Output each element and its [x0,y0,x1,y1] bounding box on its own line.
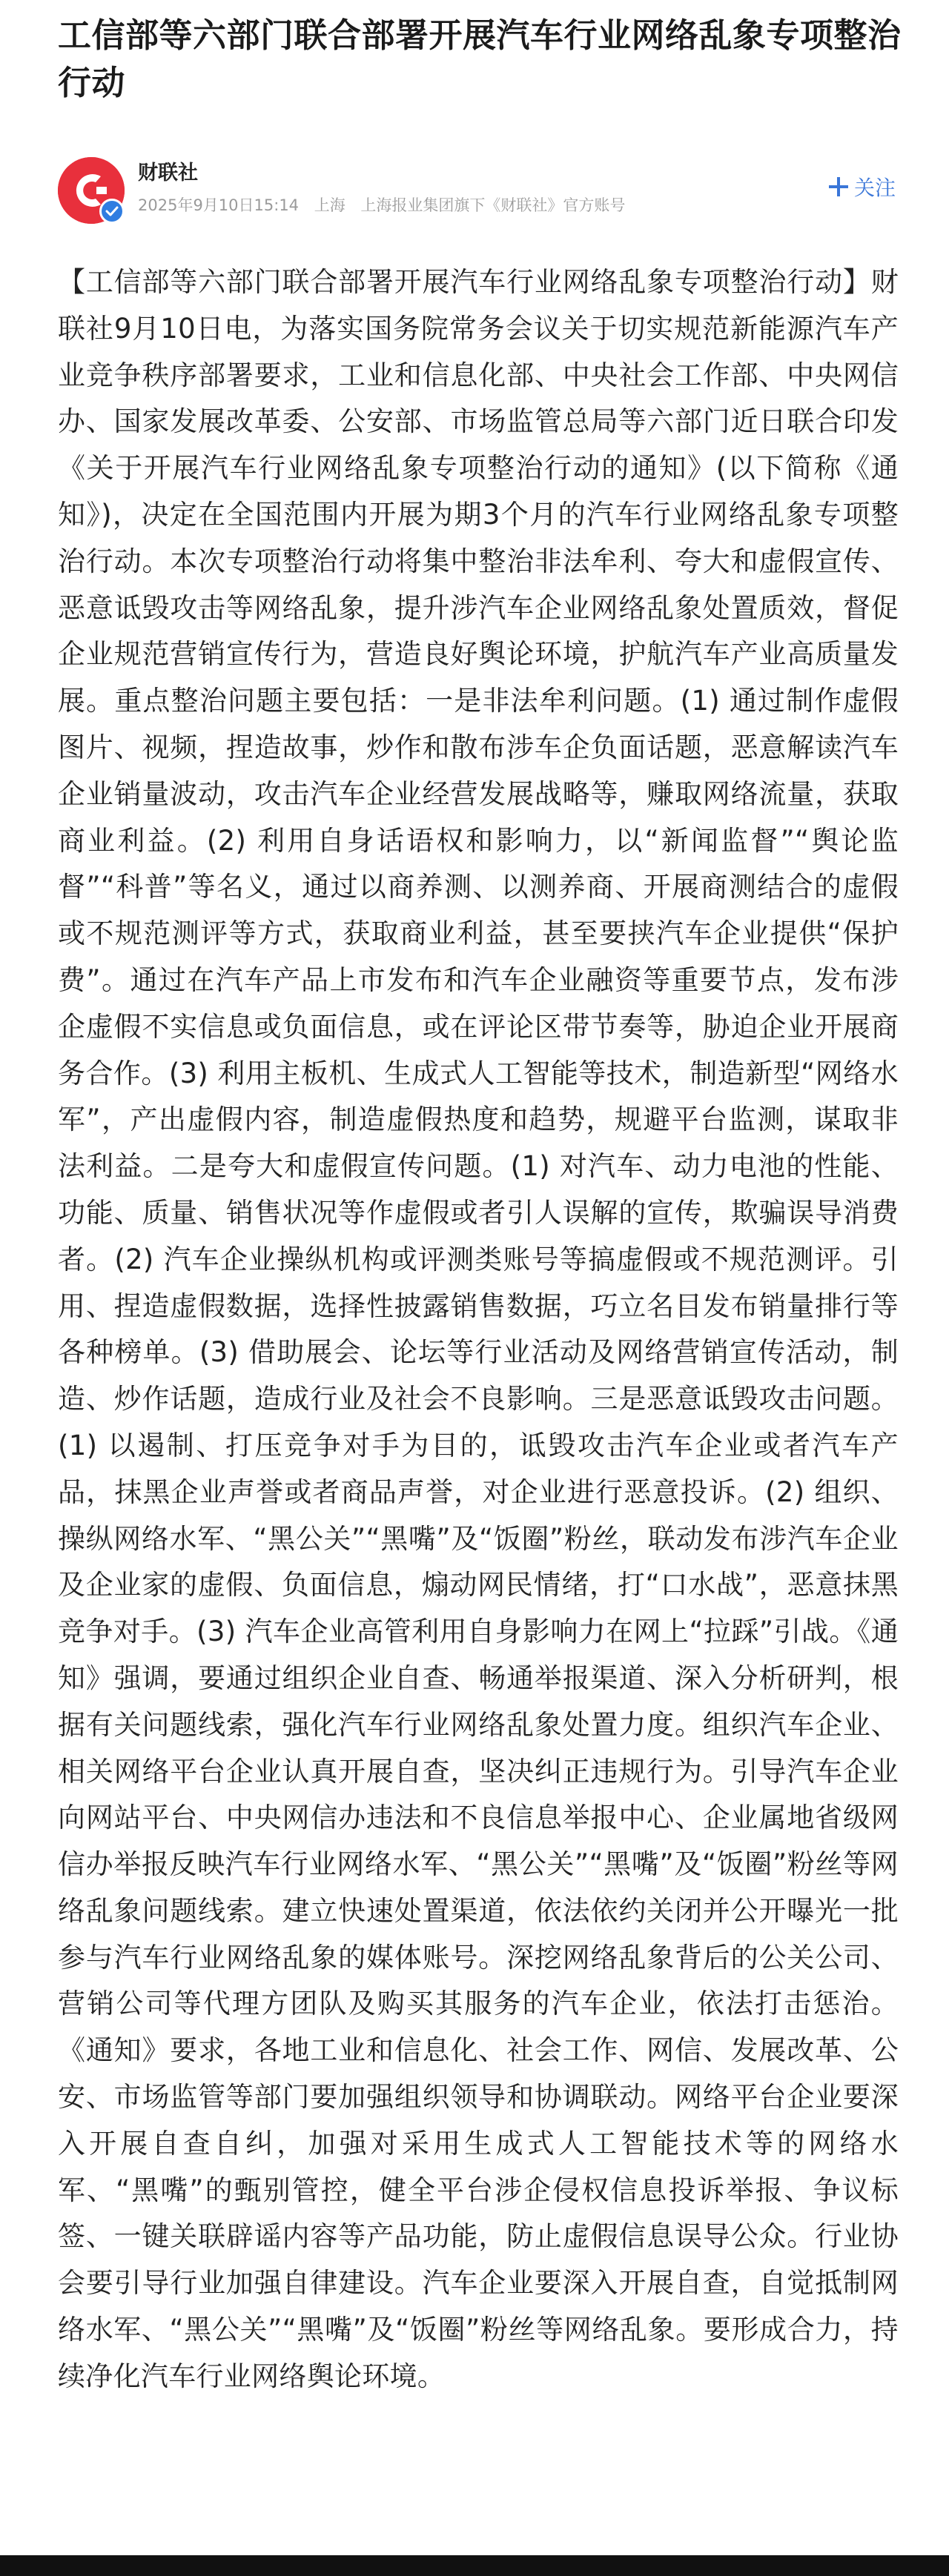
author-source: 上海报业集团旗下《财联社》官方账号 [360,196,626,214]
verified-check-icon [99,199,125,224]
article-body: 【工信部等六部门联合部署开展汽车行业网络乱象专项整治行动】财联社9月10日电，为落实国务院常务会议关于切实规范新能源汽车产业竞争秩序部署要求，工业和信息化部、中央社会工作部、中央网信办、国家发展改革委、公安部、市场监管总局等六部门近日联合印发《关于开展汽车行业网络乱象专项整治行动的通知》(以下简称《通知》)，决定在全国范围内开展为期3个月的汽车行业网络乱象专项整治行动。本次专项整治行动将集中整治非法牟利、夸大和虚假宣传、恶意诋毁攻击等网络乱象，提升涉汽车企业网络乱象处置质效，督促企业规范营销宣传行为，营造良好舆论环境，护航汽车产业高质量发展。重点整治问题主要包括：一是非法牟利问题。(1) 通过制作虚假图片、视频，捏造故事，炒作和散布涉车企负面话题，恶意解读汽车企业销量波动，攻击汽车企业经营发展战略等，赚取网络流量，获取商业利益。(2) 利用自身话语权和影响力，以“新闻监督”“舆论监督”“科普”等名义，通过以商养测、以测养商、开展商测结合的虚假或不规范测评等方式，获取商业利益，甚至要挟汽车企业提供“保护费”。通过在汽车产品上市发布和汽车企业融资等重要节点，发布涉企虚假不实信息或负面信息，或在评论区带节奏等，胁迫企业开展商务合作。(3) 利用主板机、生成式人工智能等技术，制造新型“网络水军”，产出虚假内容，制造虚假热度和趋势，规避平台监测，谋取非法利益。二是夸大和虚假宣传问题。(1) 对汽车、动力电池的性能、功能、质量、销售状况等作虚假或者引人误解的宣传，欺骗误导消费者。(2) 汽车企业操纵机构或评测类账号等搞虚假或不规范测评。引用、捏造虚假数据，选择性披露销售数据，巧立名目发布销量排行等各种榜单。(3) 借助展会、论坛等行业活动及网络营销宣传活动，制造、炒作话题，造成行业及社会不良影响。三是恶意诋毁攻击问题。(1) 以遏制、打压竞争对手为目的，诋毁攻击汽车企业或者汽车产品，抹黑企业声誉或者商品声誉，对企业进行恶意投诉。(2) 组织、操纵网络水军、“黑公关”“黑嘴”及“饭圈”粉丝，联动发布涉汽车企业及企业家的虚假、负面信息，煽动网民情绪，打“口水战”，恶意抹黑竞争对手。(3) 汽车企业高管利用自身影响力在网上“拉踩”引战。《通知》强调，要通过组织企业自查、畅通举报渠道、深入分析研判，根据有关问题线索，强化汽车行业网络乱象处置力度。组织汽车企业、相关网络平台企业认真开展自查，坚决纠正违规行为。引导汽车企业向网站平台、中央网信办违法和不良信息举报中心、企业属地省级网信办举报反映汽车行业网络水军、“黑公关”“黑嘴”及“饭圈”粉丝等网络乱象问题线索。建立快速处置渠道，依法依约关闭并公开曝光一批参与汽车行业网络乱象的媒体账号。深挖网络乱象背后的公关公司、营销公司等代理方团队及购买其服务的汽车企业，依法打击惩治。《通知》要求，各地工业和信息化、社会工作、网信、发展改革、公安、市场监管等部门要加强组织领导和协调联动。网络平台企业要深入开展自查自纠，加强对采用生成式人工智能技术等的网络水军、“黑嘴”的甄别管控，健全平台涉企侵权信息投诉举报、争议标签、一键关联辟谣内容等产品功能，防止虚假信息误导公众。行业协会要引导行业加强自律建设。汽车企业要深入开展自查，自觉抵制网络水军、“黑公关”“黑嘴”及“饭圈”粉丝等网络乱象。要形成合力，持续净化汽车行业网络舆论环境。 [58,266,899,2392]
plus-icon [829,177,848,196]
author-name[interactable]: 财联社 [138,162,198,185]
follow-label: 关注 [853,176,896,200]
author-row [58,154,903,225]
publish-meta [138,194,635,216]
avatar[interactable] [58,157,125,224]
bottom-bar [0,2555,949,2576]
article-title: 工信部等六部门联合部署开展汽车行业网络乱象专项整治行动 [58,16,902,102]
publish-datetime: 2025年9月10日15:14 [138,196,300,214]
follow-button[interactable] [829,170,896,203]
publish-location: 上海 [314,196,345,214]
